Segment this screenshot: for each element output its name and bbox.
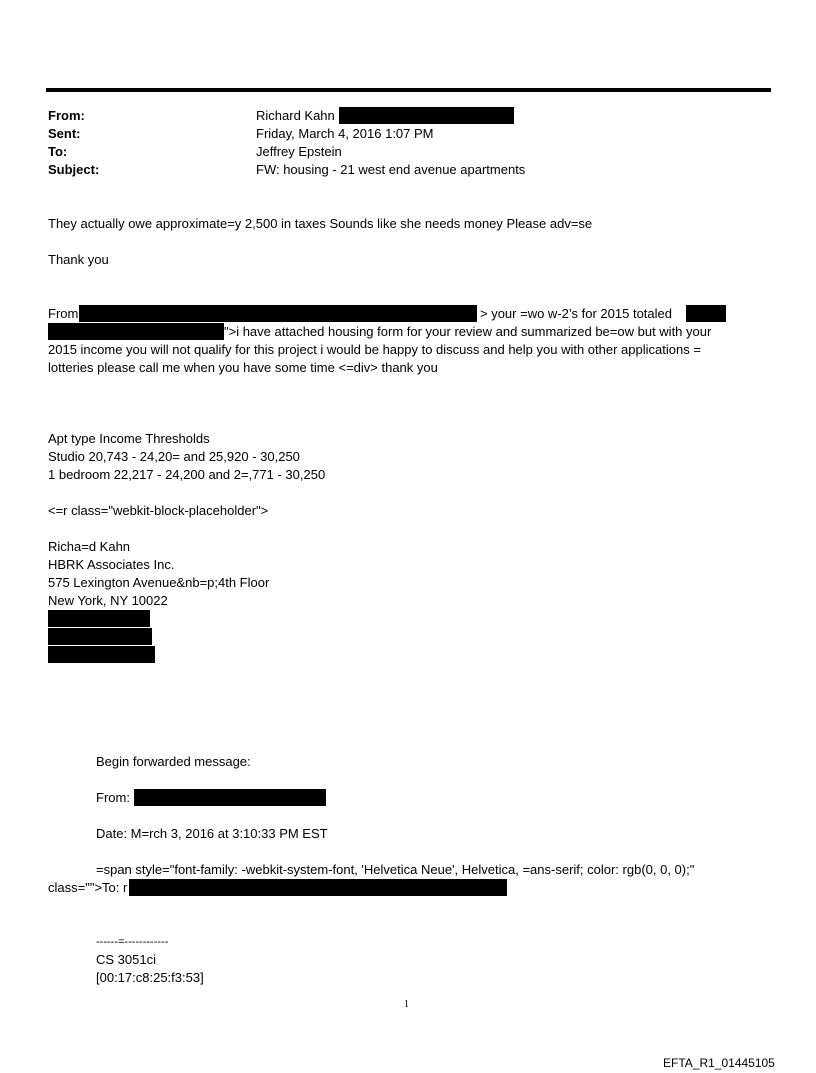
mac-line: [00:17:c8:25:f3:53] bbox=[96, 970, 204, 985]
quote-line-4: lotteries please call me when you have some time <=div> thank you bbox=[48, 360, 438, 375]
quote-part-1: > your =wo w-2’s for 2015 totaled bbox=[480, 306, 672, 321]
subject-value: FW: housing - 21 west end avenue apartments bbox=[256, 162, 526, 177]
quote-part-2: ">i have attached housing form for your review and summarized be=ow but with your bbox=[224, 324, 712, 339]
cs-line: CS 3051ci bbox=[96, 952, 156, 967]
redaction-forwarded-from bbox=[134, 789, 326, 806]
from-value: Richard Kahn bbox=[256, 108, 335, 123]
sent-label: Sent: bbox=[48, 126, 81, 141]
forwarded-to: class="">To: r bbox=[48, 880, 128, 895]
signature-address: 575 Lexington Avenue&nb=p;4th Floor bbox=[48, 575, 270, 590]
redaction-from-email bbox=[339, 107, 514, 124]
apt-1br: 1 bedroom 22,217 - 24,200 and 2=,771 - 30,250 bbox=[48, 467, 326, 482]
forwarded-from-label: From: bbox=[96, 790, 130, 805]
redaction-quote-sender bbox=[79, 305, 477, 322]
to-value: Jeffrey Epstein bbox=[256, 144, 342, 159]
from-label: From: bbox=[48, 108, 85, 123]
to-label: To: bbox=[48, 144, 68, 159]
signature-company: HBRK Associates Inc. bbox=[48, 557, 175, 572]
redaction-sig-3 bbox=[48, 646, 155, 663]
redaction-amount bbox=[686, 305, 726, 322]
quote-line-3: 2015 income you will not qualify for this project i would be happy to discuss and help you with other applications = bbox=[48, 342, 701, 357]
redaction-sig-2 bbox=[48, 628, 152, 645]
redaction-sig-1 bbox=[48, 610, 150, 627]
signature-city: New York, NY 10022 bbox=[48, 593, 168, 608]
sent-value: Friday, March 4, 2016 1:07 PM bbox=[256, 126, 434, 141]
redaction-quote-line2 bbox=[48, 323, 224, 340]
subject-label: Subject: bbox=[48, 162, 100, 177]
forwarded-date: Date: M=rch 3, 2016 at 3:10:33 PM EST bbox=[96, 826, 328, 841]
apt-studio: Studio 20,743 - 24,20= and 25,920 - 30,250 bbox=[48, 449, 300, 464]
page-number: 1 bbox=[404, 999, 409, 1010]
forwarded-begin: Begin forwarded message: bbox=[96, 754, 251, 769]
apt-title: Apt type Income Thresholds bbox=[48, 431, 210, 446]
document-id: EFTA_R1_01445105 bbox=[663, 1056, 775, 1070]
redaction-forwarded-to bbox=[129, 879, 507, 896]
body-line-2: Thank you bbox=[48, 252, 109, 267]
placeholder-line: <=r class="webkit-block-placeholder"> bbox=[48, 503, 269, 518]
quote-from: From bbox=[48, 306, 79, 321]
body-line-1: They actually owe approximate=y 2,500 in taxes Sounds like she needs money Please adv=se bbox=[48, 216, 593, 231]
separator-line: ------=------------ bbox=[96, 936, 169, 948]
signature-name: Richa=d Kahn bbox=[48, 539, 131, 554]
header-rule bbox=[46, 88, 771, 92]
forwarded-span-line: =span style="font-family: -webkit-system-font, 'Helvetica Neue', Helvetica, =ans-serif; color: rgb(0, 0, 0);" bbox=[96, 862, 695, 877]
